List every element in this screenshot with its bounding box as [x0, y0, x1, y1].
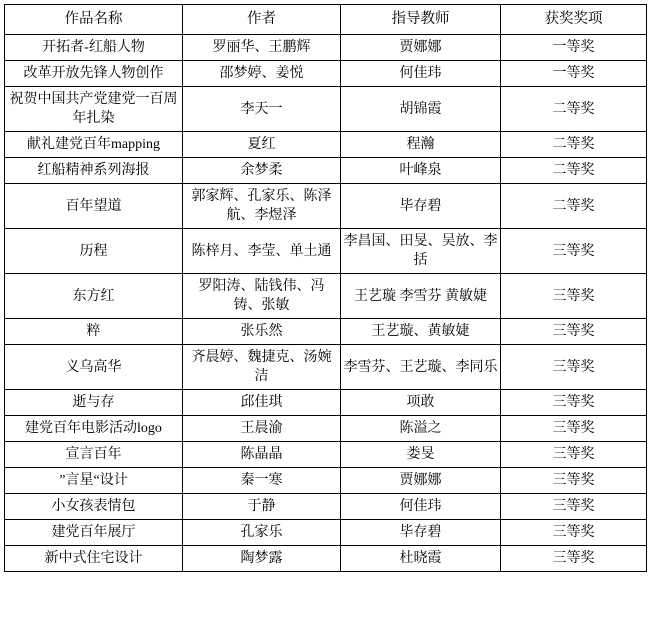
cell-teacher: 何佳玮 [341, 61, 501, 87]
cell-teacher: 毕存碧 [341, 520, 501, 546]
table-header [5, 5, 647, 35]
cell-teacher: 王艺璇、黄敏婕 [341, 319, 501, 345]
cell-title: 逝与存 [5, 390, 183, 416]
cell-title: 献礼建党百年mapping [5, 132, 183, 158]
table-row [5, 61, 647, 87]
cell-award: 三等奖 [501, 520, 647, 546]
cell-author: 郭家辉、孔家乐、陈泽航、李煜泽 [183, 184, 341, 229]
table-row [5, 468, 647, 494]
cell-award: 三等奖 [501, 229, 647, 274]
cell-award: 一等奖 [501, 61, 647, 87]
cell-title: 小女孩表情包 [5, 494, 183, 520]
cell-teacher: 胡锦霞 [341, 87, 501, 132]
cell-award: 三等奖 [501, 546, 647, 572]
cell-award: 二等奖 [501, 184, 647, 229]
cell-author: 齐晨婷、魏捷克、汤婉洁 [183, 345, 341, 390]
cell-award: 二等奖 [501, 158, 647, 184]
cell-author: 陶梦露 [183, 546, 341, 572]
table-row [5, 390, 647, 416]
cell-title: 建党百年展厅 [5, 520, 183, 546]
award-table [4, 4, 647, 572]
cell-teacher: 娄旻 [341, 442, 501, 468]
column-header-author: 作者 [183, 5, 341, 35]
column-header-teacher: 指导教师 [341, 5, 501, 35]
cell-title: 建党百年电影活动logo [5, 416, 183, 442]
column-header-title: 作品名称 [5, 5, 183, 35]
table-row [5, 442, 647, 468]
cell-award: 三等奖 [501, 390, 647, 416]
cell-author: 陈晶晶 [183, 442, 341, 468]
cell-author: 余梦柔 [183, 158, 341, 184]
cell-award: 三等奖 [501, 442, 647, 468]
table-row [5, 416, 647, 442]
cell-author: 张乐然 [183, 319, 341, 345]
table-row [5, 87, 647, 132]
cell-award: 三等奖 [501, 416, 647, 442]
cell-author: 罗阳涛、陆钱伟、冯铸、张敏 [183, 274, 341, 319]
cell-title: 东方红 [5, 274, 183, 319]
cell-author: 秦一寒 [183, 468, 341, 494]
cell-title: 粹 [5, 319, 183, 345]
table-row [5, 158, 647, 184]
table-row [5, 274, 647, 319]
table-header-row [5, 5, 647, 35]
cell-author: 陈梓月、李莹、单土通 [183, 229, 341, 274]
cell-award: 三等奖 [501, 345, 647, 390]
cell-teacher: 杜晓霞 [341, 546, 501, 572]
cell-teacher: 李雪芬、王艺璇、李同乐 [341, 345, 501, 390]
table-row [5, 345, 647, 390]
cell-award: 三等奖 [501, 274, 647, 319]
cell-teacher: 叶峰泉 [341, 158, 501, 184]
cell-title: 开拓者-红船人物 [5, 35, 183, 61]
cell-teacher: 毕存碧 [341, 184, 501, 229]
cell-title: 红船精神系列海报 [5, 158, 183, 184]
cell-title: 百年望道 [5, 184, 183, 229]
column-header-award: 获奖奖项 [501, 5, 647, 35]
cell-teacher: 贾娜娜 [341, 468, 501, 494]
cell-award: 一等奖 [501, 35, 647, 61]
cell-author: 于静 [183, 494, 341, 520]
table-body [5, 35, 647, 572]
cell-author: 邵梦婷、姜悦 [183, 61, 341, 87]
cell-title: 宣言百年 [5, 442, 183, 468]
table-row [5, 184, 647, 229]
cell-award: 二等奖 [501, 132, 647, 158]
cell-author: 王晨渝 [183, 416, 341, 442]
cell-author: 李天一 [183, 87, 341, 132]
cell-author: 夏红 [183, 132, 341, 158]
cell-title: ”言星“设计 [5, 468, 183, 494]
cell-award: 三等奖 [501, 319, 647, 345]
cell-teacher: 王艺璇 李雪芬 黄敏婕 [341, 274, 501, 319]
cell-award: 二等奖 [501, 87, 647, 132]
table-row [5, 494, 647, 520]
cell-title: 新中式住宅设计 [5, 546, 183, 572]
cell-title: 历程 [5, 229, 183, 274]
table-row [5, 132, 647, 158]
table-row [5, 546, 647, 572]
cell-title: 祝贺中国共产党建党一百周年扎染 [5, 87, 183, 132]
cell-author: 邱佳琪 [183, 390, 341, 416]
cell-title: 义乌高华 [5, 345, 183, 390]
cell-award: 三等奖 [501, 494, 647, 520]
cell-teacher: 陈溢之 [341, 416, 501, 442]
cell-author: 孔家乐 [183, 520, 341, 546]
cell-author: 罗丽华、王鹏辉 [183, 35, 341, 61]
cell-title: 改革开放先锋人物创作 [5, 61, 183, 87]
table-row [5, 319, 647, 345]
table-row [5, 35, 647, 61]
cell-award: 三等奖 [501, 468, 647, 494]
table-row [5, 520, 647, 546]
cell-teacher: 李昌国、田旻、吴放、李括 [341, 229, 501, 274]
table-row [5, 229, 647, 274]
cell-teacher: 何佳玮 [341, 494, 501, 520]
cell-teacher: 项敢 [341, 390, 501, 416]
cell-teacher: 贾娜娜 [341, 35, 501, 61]
cell-teacher: 程瀚 [341, 132, 501, 158]
